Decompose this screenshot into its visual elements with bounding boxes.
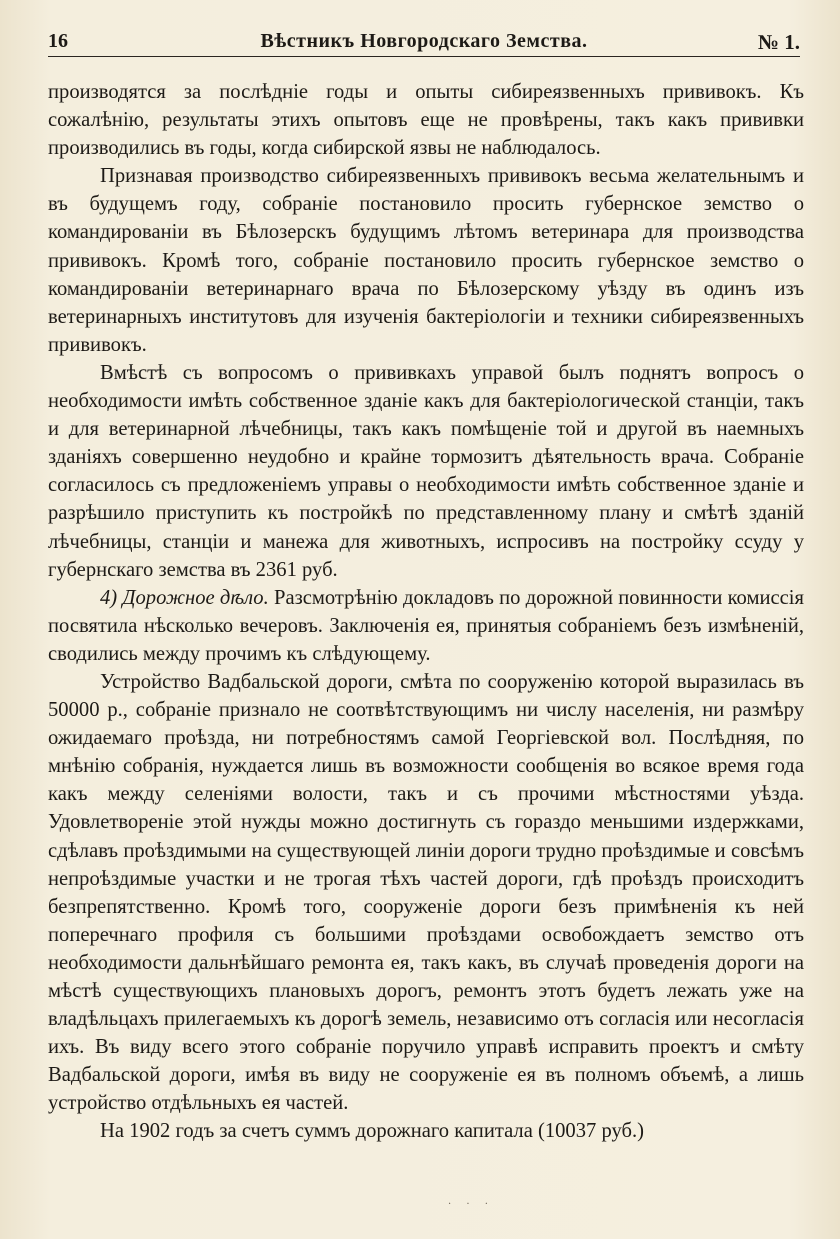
section-text: Разсмотрѣнію докладовъ по дорожной повинности комиссія посвятила нѣсколько вечеровъ. Заключенія ея, принятыя собраніемъ безъ измѣненій, сводились между прочимъ къ слѣдующему.: [48, 586, 804, 665]
body-text: [48, 78, 804, 1146]
paragraph-section: [48, 584, 804, 668]
section-heading: 4) Дорожное дѣло.: [100, 586, 269, 609]
paragraph: Устройство Вадбальской дороги, смѣта по сооруженію которой выразилась въ 50000 р., собраніе признало не соотвѣтствующимъ ни числу населенія, ни размѣру ожидаемаго проѣзда, ни потребностямъ самой Георгіевской вол. Послѣдняя, по мнѣнію собранія, нуждается лишь въ возможности сообщенія во всякое время года какъ между селеніями волости, такъ и съ прочими мѣстностями уѣзда. Удовлетвореніе этой нужды можно достигнуть съ гораздо меньшими издержками, сдѣлавъ проѣздимыми на существующей линіи дороги трудно проѣздимые и совсѣмъ непроѣздимые участки и не трогая тѣхъ частей дороги, гдѣ проѣздъ происходитъ безпрепятственно. Кромѣ того, сооруженіе дороги безъ примѣненія къ ней поперечнаго профиля съ большими проѣздами освобождаетъ земство отъ необходимости дальнѣйшаго ремонта ея, такъ какъ, въ случаѣ проведенія дороги на мѣстѣ существующихъ плановыхъ дорогъ, ремонтъ этотъ будетъ лежать уже на владѣльцахъ прилегаемыхъ къ дорогѣ земель, независимо отъ согласія или несогласія ихъ. Въ виду всего этого собраніе поручило управѣ исправить проектъ и смѣту Вадбальской дороги, имѣя въ виду не сооруженіе ея въ полномъ объемѣ, а лишь устройство отдѣльныхъ ея частей.: [48, 670, 804, 1115]
paragraph: Вмѣстѣ съ вопросомъ о прививкахъ управой былъ поднятъ вопросъ о необходимости имѣть собственное зданіе какъ для бактеріологической станціи, такъ и для ветеринарной лѣчебницы, такъ какъ помѣщеніе той и другой въ наемныхъ зданіяхъ совершенно неудобно и крайне тормозитъ дѣятельность врача. Собраніе согласилось съ предложеніемъ управы о необходимости имѣть собственное зданіе и разрѣшило приступить къ постройкѣ по представленному плану и смѣтѣ зданій лѣчебницы, станціи и манежа для животныхъ, испросивъ на постройку ссуду у губернскаго земства въ 2361 руб.: [48, 361, 804, 581]
paragraph-continuation: производятся за послѣдніе годы и опыты сибиреязвенныхъ прививокъ. Къ сожалѣнію, результаты этихъ опытовъ еще не провѣрены, такъ какъ прививки производились въ годы, когда сибирской язвы не наблюдалось.: [48, 81, 804, 160]
print-speck: . . .: [448, 1196, 494, 1207]
page-number: 16: [48, 30, 68, 52]
paragraph: На 1902 годъ за счетъ суммъ дорожнаго капитала (10037 руб.): [100, 1120, 645, 1143]
page-header: [48, 26, 800, 57]
paragraph: Признавая производство сибиреязвенныхъ прививокъ весьма желательнымъ и въ будущемъ году, собраніе постановило просить губернское земство о командированіи въ Бѣлозерскъ будущимъ лѣтомъ ветеринара для производства прививокъ. Кромѣ того, собраніе постановило просить губернское земство о командированіи ветеринарнаго врача по Бѣлозерскому уѣзду въ одинъ изъ ветеринарныхъ институтовъ для изученія бактеріологіи и техники сибиреязвенныхъ прививокъ.: [48, 165, 804, 356]
issue-number: № 1.: [757, 30, 800, 54]
running-title: Вѣстникъ Новгородскаго Земства.: [260, 30, 588, 52]
